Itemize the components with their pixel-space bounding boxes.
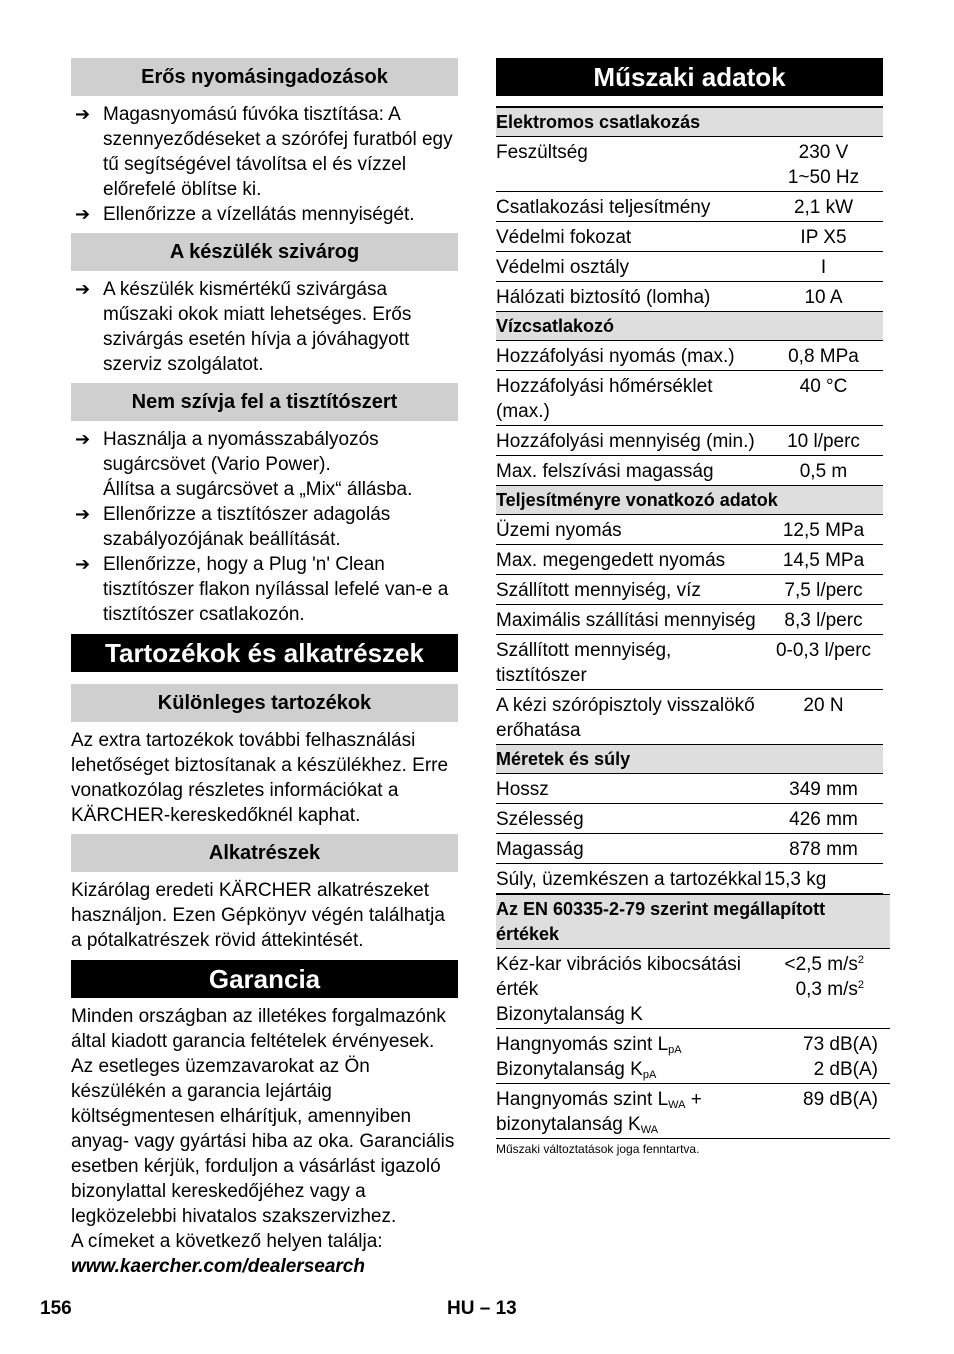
table-section-row: Elektromos csatlakozás (496, 107, 883, 137)
table-section-row: Teljesítményre vonatkozó adatok (496, 486, 883, 515)
list-item: ➔ Ellenőrizze, hogy a Plug 'n' Clean tisztítószer flakon nyílással lefelé van-e a tisztítószer csatlakozón. (75, 554, 449, 625)
arrow-right-icon: ➔ (75, 204, 91, 224)
table-row: Hozzáfolyási nyomás (max.) 0,8 MPa (496, 341, 883, 371)
arrow-right-icon: ➔ (75, 279, 91, 299)
list-item: ➔ Magasnyomású fúvóka tisztítása: A szennyeződéseket a szórófej furatból egy tű segítségével távolítsa el és vízzel előrefelé öblítse ki. (75, 104, 453, 200)
list-pressure (71, 102, 458, 227)
table-section-row: Vízcsatlakozó (496, 312, 883, 341)
list-item: ➔ A készülék kismértékű szivárgása műszaki okok miatt lehetséges. Erős szivárgás esetén hívja a jóváhagyott szerviz szolgálatot. (75, 279, 412, 375)
table-section-row: Az EN 60335-2-79 szerint megállapított értékek (496, 895, 890, 949)
section-heading-pressure: Erős nyomásingadozások (71, 58, 458, 96)
standard-values-table (496, 894, 890, 1139)
table-row: Szélesség 426 mm (496, 804, 883, 834)
list-leak (71, 277, 458, 377)
warranty-address-text: A címeket a következő helyen találja: (71, 1231, 383, 1252)
table-row: Szállított mennyiség, víz 7,5 l/perc (496, 575, 883, 605)
table-row: Max. felszívási magasság 0,5 m (496, 456, 883, 486)
special-accessories-text: Az extra tartozékok további felhasználási lehetőséget biztosítanak a készülékhez. Erre vonatkozólag részletes információkat a KÄRCHER-kereskedőknél kaphat. (71, 730, 449, 826)
table-row: Üzemi nyomás 12,5 MPa (496, 515, 883, 545)
left-column (71, 58, 458, 1279)
table-row: Súly, üzemkészen a tartozékkal 15,3 kg (496, 864, 883, 894)
table-row: Védelmi fokozat IP X5 (496, 222, 883, 252)
table-row: Magasság 878 mm (496, 834, 883, 864)
arrow-right-icon: ➔ (75, 104, 91, 124)
chapter-heading-accessories: Tartozékok és alkatrészek (71, 634, 458, 672)
table-row: Hossz 349 mm (496, 774, 883, 804)
language-page-label: HU – 13 (447, 1298, 517, 1319)
table-section-row: Méretek és súly (496, 745, 883, 774)
section-heading-detergent: Nem szívja fel a tisztítószert (71, 383, 458, 421)
list-item: ➔ Használja a nyomásszabályozós sugárcsövet (Vario Power). Állítsa a sugárcsövet a „Mix“ állásba. (75, 429, 413, 500)
spare-parts-text: Kizárólag eredeti KÄRCHER alkatrészeket használjon. Ezen Gépkönyv végén találhatja a pótalkatrészek rövid áttekintését. (71, 880, 445, 951)
table-row: Hangnyomás szint $L_{pA}$ Bizonytalanság $K_{pA}$ 73 dB(A) 2 dB(A) (496, 1029, 890, 1084)
warranty-text: Minden országban az illetékes forgalmazónk által kiadott garancia feltételek érvényesek. Az esetleges üzemzavarokat az Ön készülékén a garancia lejártáig költségmentesen elhárítjuk, amennyiben anyag- vagy gyártási hiba az oka. Garanciális esetben kérjük, forduljon a vásárlást igazoló bizonylattal kereskedőjéhez vagy a legközelebbi hivatalos szakszervizhez. (71, 1006, 455, 1227)
section-heading-spare-parts: Alkatrészek (71, 834, 458, 872)
chapter-heading-warranty: Garancia (71, 960, 458, 998)
table-row: Kéz-kar vibrációs kibocsátási érték Bizonytalanság K <2,5 $m/s^2$ 0,3 $m/s^2$ (496, 949, 890, 1029)
table-row: Maximális szállítási mennyiség 8,3 l/perc (496, 605, 883, 635)
section-heading-special-accessories: Különleges tartozékok (71, 684, 458, 722)
section-heading-leak: A készülék szivárog (71, 233, 458, 271)
table-row: Hangnyomás szint $L_{WA}$ + bizonytalanság $K_{WA}$ 89 dB(A) (496, 1084, 890, 1139)
list-item: ➔ Ellenőrizze a vízellátás mennyiségét. (75, 204, 415, 225)
table-row: Hozzáfolyási mennyiség (min.) 10 l/perc (496, 426, 883, 456)
chapter-heading-technical-data: Műszaki adatok (496, 58, 883, 96)
arrow-right-icon: ➔ (75, 554, 91, 574)
table-row: A kézi szórópisztoly visszalökő erőhatása 20 N (496, 690, 883, 745)
dealer-search-link[interactable]: www.kaercher.com/dealersearch (71, 1256, 365, 1277)
arrow-right-icon: ➔ (75, 429, 91, 449)
page-number: 156 (40, 1298, 72, 1319)
table-row: Hálózati biztosító (lomha) 10 A (496, 282, 883, 312)
arrow-right-icon: ➔ (75, 504, 91, 524)
table-row: Csatlakozási teljesítmény 2,1 kW (496, 192, 883, 222)
list-item: ➔ Ellenőrizze a tisztítószer adagolás szabályozójának beállítását. (75, 504, 391, 550)
table-row: Szállított mennyiség, tisztítószer 0-0,3 l/perc (496, 635, 883, 690)
table-row: Hozzáfolyási hőmérséklet (max.) 40 °C (496, 371, 883, 426)
technical-data-table (496, 106, 883, 894)
technical-changes-note: Műszaki változtatások joga fenntartva. (496, 1142, 700, 1156)
table-row: Védelmi osztály I (496, 252, 883, 282)
table-row: Max. megengedett nyomás 14,5 MPa (496, 545, 883, 575)
table-row: Feszültség 230 V 1~50 Hz (496, 137, 883, 192)
right-column (496, 58, 890, 1156)
list-detergent (71, 427, 458, 627)
